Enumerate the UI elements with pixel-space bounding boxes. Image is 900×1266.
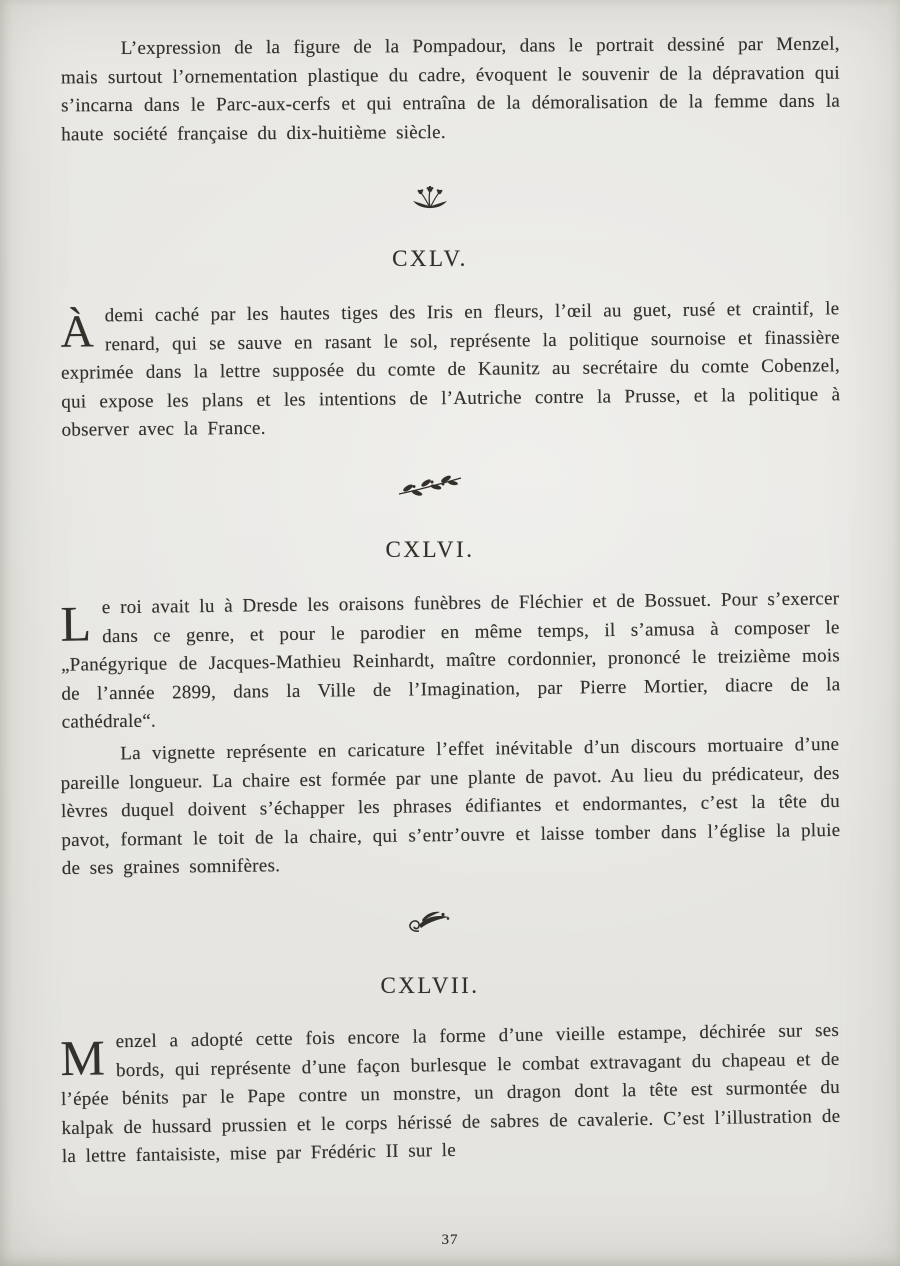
floral-bouquet-icon — [0, 186, 860, 217]
scroll-flourish-icon — [0, 908, 860, 941]
section-cxlv-text: demi caché par les hautes tiges des Iris en fleurs, l’œil au guet, rusé et craintif, le renard, qui se sauve en rasant le sol, représente la politique sournoise et finassière exprimée dans la lettre supposée du comte de Kaunitz au secrétaire du comte Cobenzel, qui expose les plans et les intentions de l’Autriche contre la Prusse, et la politique à observer avec la France. — [60, 298, 841, 441]
dropcap-l: L — [60, 595, 92, 652]
section-cxlvii-text: enzel a adopté cette fois encore la forme d’une vieille estampe, déchirée sur ses bords, qui représente d’une façon burlesque le combat extravagant du chapeau et de l’épée bénits par le Pape contre un monstre, un dragon dont la tête est surmontée du kalpak de hussard prussien et le corps hérissé de sabres de cavalerie. C’est l’illustration de la lettre fantaisiste, mise par Frédéric II sur le — [60, 1019, 841, 1168]
section-cxlvi-paragraph-1 — [60, 585, 841, 737]
dropcap-a-grave: À — [60, 305, 95, 357]
section-heading-cxlv: CXLV. — [392, 246, 468, 271]
section-heading-cxlvii: CXLVII. — [380, 973, 480, 998]
intro-paragraph: L’expression de la figure de la Pompadour, dans le portrait dessiné par Menzel, mais surtout l’ornementation plastique du cadre, évoquent le souvenir de la dépravation qui s’incarna dans le Parc-aux-cerfs et qui entraîna de la démoralisation de la femme dans la haute société française du dix-huitième siècle. — [60, 33, 841, 145]
leafy-branch-icon — [0, 474, 860, 505]
section-heading-cxlvi: CXLVI. — [385, 537, 475, 562]
section-cxlvii-paragraph — [60, 1017, 841, 1172]
dropcap-m: M — [59, 1029, 106, 1087]
page-number: 37 — [441, 1232, 459, 1248]
section-cxlvi-paragraph-2: La vignette représente en caricature l’effet inévitable d’un discours mortuaire d’une pareille longueur. La chaire est formée par une plante de pavot. Au lieu du prédicateur, des lèvres duquel doivent s’échapper les phrases édifiantes et endormantes, c’est la tête du pavot, formant le toit de la chaire, qui s’entr’ouvre et laisse tomber dans l’église la pluie de ses graines somnifères. — [60, 733, 841, 880]
section-cxlv-paragraph — [60, 295, 840, 445]
section-cxlvi-text-1: e roi avait lu à Dresde les oraisons funèbres de Fléchier et de Bossuet. Pour s’exercer dans ce genre, et pour le parodier en même temps, il s’amusa à composer le „Panégyrique de Jacques-Mathieu Reinhardt, maître cordonnier, prononcé le treizième mois de l’année 2899, dans la Ville de l’Imagination, par Pierre Mortier, diacre de la cathédrale“. — [60, 588, 841, 733]
